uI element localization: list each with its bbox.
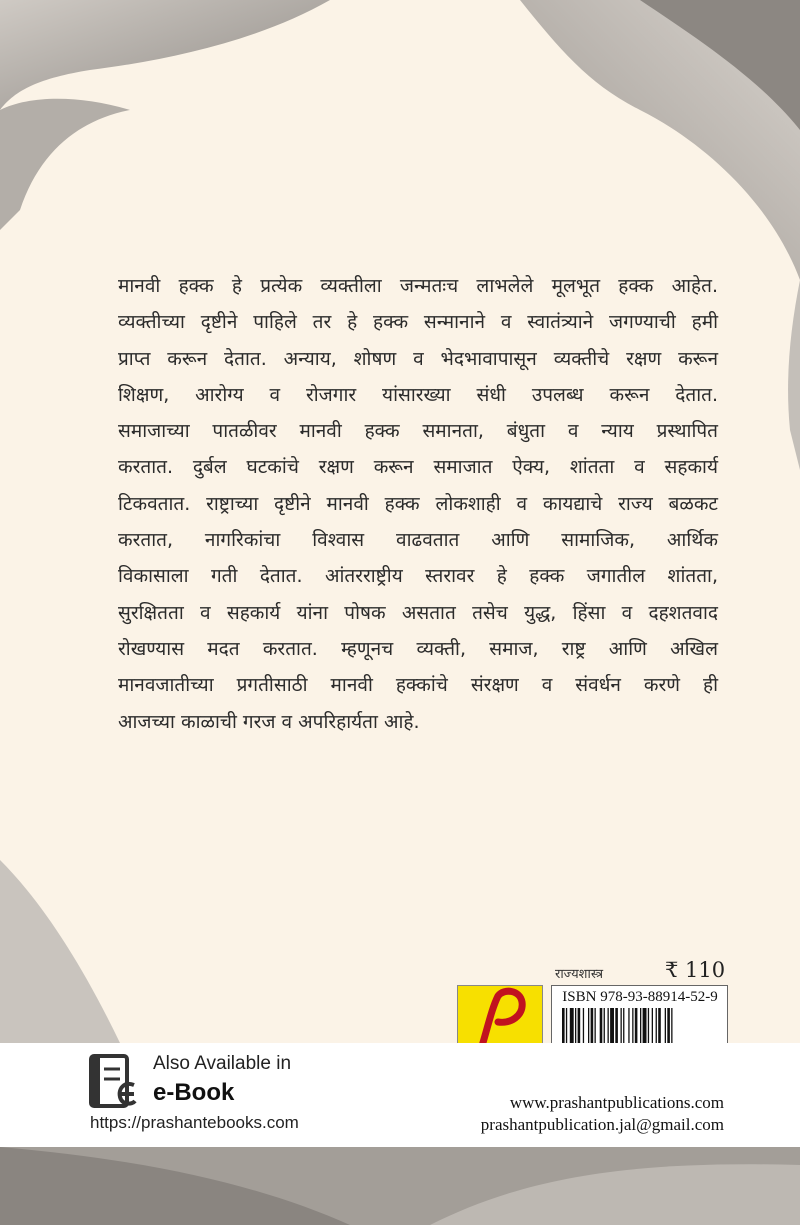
blurb-line: मानवी हक्क हे प्रत्येक व्यक्तीला जन्मतःच लाभलेले मूलभूत हक्क आहेत. <box>118 275 718 297</box>
publisher-website-link[interactable]: www.prashantpublications.com <box>509 1093 724 1112</box>
blurb-line: करतात, नागरिकांचा विश्वास वाढवतात आणि सामाजिक, आर्थिक <box>118 529 718 552</box>
publisher-email-link[interactable]: prashantpublication.jal@gmail.com <box>480 1115 724 1134</box>
ebook-title: e-Book <box>153 1079 235 1106</box>
back-cover-blurb <box>118 268 718 740</box>
blurb-line: विकासाला गती देतात. आंतरराष्ट्रीय स्तरावर हे हक्क जगातील शांतता, <box>118 565 718 588</box>
blurb-line: टिकवतात. राष्ट्राच्या दृष्टीने मानवी हक्क लोकशाही व कायद्याचे राज्य बळकट <box>118 492 718 515</box>
subject-label: राज्यशास्त्र <box>555 967 604 982</box>
blurb-line: प्राप्त करून देतात. अन्याय, शोषण व भेदभावापासून व्यक्तीचे रक्षण करून <box>118 347 718 370</box>
blurb-line: शिक्षण, आरोग्य व रोजगार यांसारख्या संधी उपलब्ध करून देतात. <box>118 383 718 406</box>
blurb-line: रोखण्यास मदत करतात. म्हणूनच व्यक्ती, समाज, राष्ट्र आणि अखिल <box>118 637 718 660</box>
blurb-line: व्यक्तीच्या दृष्टीने पाहिले तर हे हक्क सन्मानाने व स्वातंत्र्याने जगण्याची हमी <box>118 311 718 334</box>
blurb-line: करतात. दुर्बल घटकांचे रक्षण करून समाजात ऐक्य, शांतता व सहकार्य <box>118 456 718 479</box>
blurb-line: सुरक्षितता व सहकार्य यांना पोषक असतात तसेच युद्ध, हिंसा व दहशतवाद <box>118 601 718 624</box>
ebook-icon <box>88 1053 138 1113</box>
blurb-line: समाजाच्या पातळीवर मानवी हक्क समानता, बंधुता व न्याय प्रस्थापित <box>118 420 718 443</box>
ebook-link[interactable]: https://prashantebooks.com <box>90 1113 299 1132</box>
price-label: ₹ 110 <box>665 958 726 982</box>
blurb-line: मानवजातीच्या प्रगतीसाठी मानवी हक्कांचे संरक्षण व संवर्धन करणे ही <box>118 674 718 697</box>
blurb-line: आजच्या काळाची गरज व अपरिहार्यता आहे. <box>118 710 420 733</box>
isbn-label: ISBN 978-93-88914-52-9 <box>562 989 718 1005</box>
ebook-available-text: Also Available in <box>153 1053 292 1074</box>
